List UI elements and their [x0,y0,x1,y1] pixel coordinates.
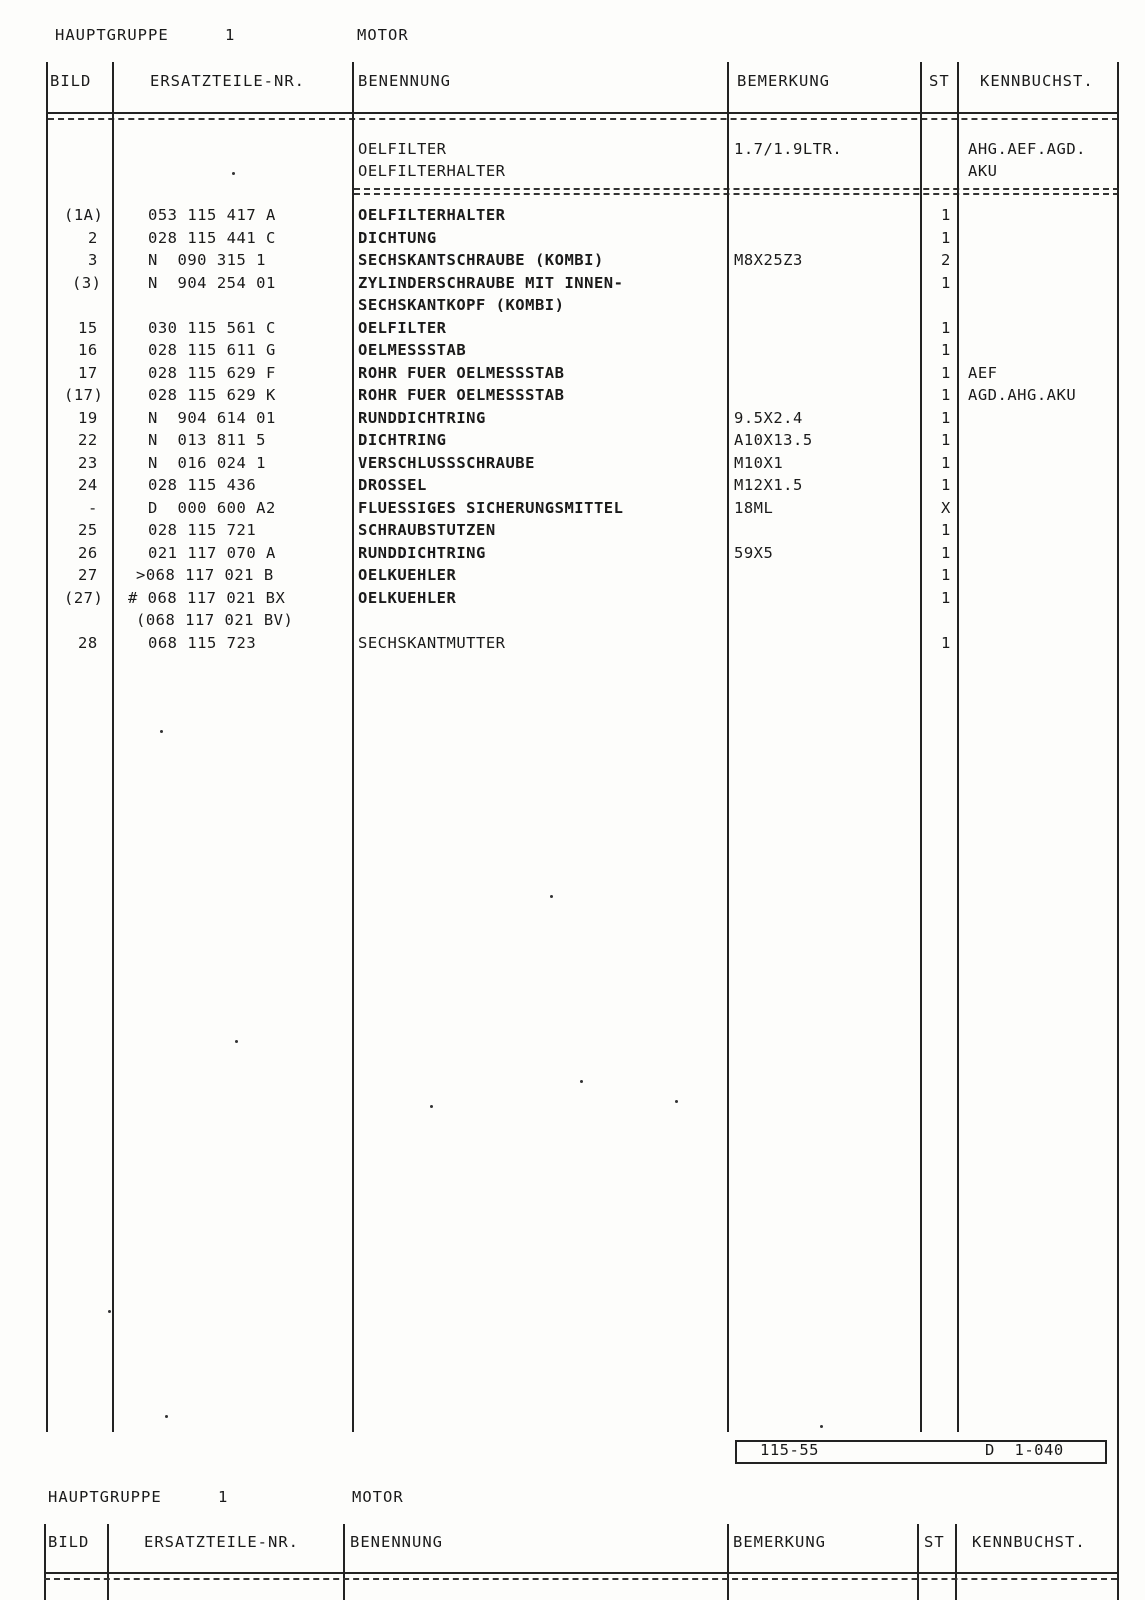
scan-speck [675,1100,678,1103]
next-col-header-codes: KENNBUCHST. [972,1533,1086,1551]
cell-bild: (3) [72,273,102,292]
table-row [0,454,1145,477]
cell-part: 028 115 629 K [148,386,276,404]
cell-remark: A10X13.5 [734,431,813,449]
scan-speck [820,1425,823,1428]
table-row [0,364,1145,387]
cell-qty: 1 [941,273,951,292]
cell-remark: M8X25Z3 [734,251,803,269]
group-label: HAUPTGRUPPE [55,26,169,44]
cell-qty: 1 [941,228,951,247]
next-header-rule-dashed [44,1578,1117,1580]
cell-part: 053 115 417 A [148,206,276,224]
table-row [0,409,1145,432]
cell-name: OELKUEHLER [358,588,457,607]
cell-name: VERSCHLUSSSCHRAUBE [358,453,535,472]
cell-bild: 16 [78,341,98,359]
cell-name: FLUESSIGES SICHERUNGSMITTEL [358,498,624,517]
cell-bild: 22 [78,431,98,449]
next-group-label: HAUPTGRUPPE [48,1488,162,1506]
table-row [0,476,1145,499]
next-col-header-name: BENENNUNG [350,1533,443,1551]
cell-qty: 1 [941,408,951,427]
cell-remark: M10X1 [734,453,784,472]
group-name: MOTOR [357,26,409,44]
next-col-header-part-no: ERSATZTEILE-NR. [144,1533,299,1551]
table-row [0,386,1145,409]
section-remark: 1.7/1.9LTR. [734,140,843,158]
cell-name: DICHTUNG [358,228,437,247]
cell-name: SECHSKANTMUTTER [358,633,506,652]
cell-bild: 3 [88,251,98,269]
section-rule-2 [354,193,1119,195]
scan-speck [580,1080,583,1083]
cell-part: 028 115 721 [148,521,257,539]
cell-part: 068 115 723 [148,633,257,652]
cell-name: ROHR FUER OELMESSSTAB [358,386,565,404]
cell-qty: X [941,498,951,517]
next-col-line-part [343,1524,345,1600]
cell-bild: 17 [78,363,98,382]
col-header-codes: KENNBUCHST. [980,72,1094,90]
scan-speck [235,1040,238,1043]
table-row [0,341,1145,364]
next-col-header-qty: ST [924,1533,945,1551]
cell-part: N 904 614 01 [148,408,276,427]
cell-name: ROHR FUER OELMESSSTAB [358,363,565,382]
scan-speck [232,172,235,175]
cell-bild: 24 [78,476,98,494]
cell-bild: (17) [64,386,104,404]
col-line-left [46,62,48,1432]
col-header-remark: BEMERKUNG [737,72,830,90]
cell-qty: 1 [941,318,951,337]
cell-qty: 1 [941,386,951,404]
cell-part: >068 117 021 B [136,566,274,584]
next-col-line-qty [955,1524,957,1600]
cell-qty: 1 [941,543,951,562]
cell-part: 028 115 441 C [148,228,276,247]
table-row [0,251,1145,274]
table-row [0,296,1145,319]
cell-part: N 016 024 1 [148,453,266,472]
table-row [0,229,1145,252]
col-header-part-no: ERSATZTEILE-NR. [150,72,305,90]
cell-name: DROSSEL [358,476,427,494]
cell-qty: 1 [941,431,951,449]
cell-codes: AGD.AHG.AKU [968,386,1077,404]
cell-bild: (27) [64,588,104,607]
cell-codes: AEF [968,363,998,382]
col-header-name: BENENNUNG [358,72,451,90]
next-col-header-remark: BEMERKUNG [733,1533,826,1551]
cell-name: SECHSKANTKOPF (KOMBI) [358,296,565,314]
cell-remark: 18ML [734,498,774,517]
table-row [0,274,1145,297]
group-number: 1 [225,26,236,44]
cell-name: OELKUEHLER [358,566,457,584]
section-title-2: OELFILTERHALTER [358,162,506,180]
table-row [0,611,1145,634]
cell-qty: 1 [941,341,951,359]
col-line-name [727,62,729,1432]
cell-remark: 59X5 [734,543,774,562]
scan-speck [430,1105,433,1108]
table-row [0,431,1145,454]
section-title-1: OELFILTER [358,140,447,158]
cell-part: 028 115 611 G [148,341,276,359]
table-row [0,544,1145,567]
next-header-rule [44,1572,1117,1574]
next-group-number: 1 [218,1488,229,1506]
cell-bild: 27 [78,566,98,584]
next-col-line-remark [917,1524,919,1600]
scan-speck [108,1310,111,1313]
cell-bild: 23 [78,453,98,472]
ref-left: 115-55 [760,1441,819,1459]
ref-right: D 1-040 [985,1441,1064,1459]
cell-part: D 000 600 A2 [148,498,276,517]
cell-part: 028 115 629 F [148,363,276,382]
cell-bild: 19 [78,408,98,427]
cell-bild: 26 [78,543,98,562]
scan-speck [165,1415,168,1418]
cell-name: RUNDDICHTRING [358,408,486,427]
table-row [0,634,1145,657]
cell-name: SCHRAUBSTUTZEN [358,521,496,539]
next-col-line-bild [107,1524,109,1600]
col-line-remark [920,62,922,1432]
cell-name: ZYLINDERSCHRAUBE MIT INNEN- [358,273,624,292]
table-row [0,566,1145,589]
cell-bild: - [88,498,98,517]
cell-name: OELMESSSTAB [358,341,467,359]
next-group-name: MOTOR [352,1488,404,1506]
cell-part: N 013 811 5 [148,431,266,449]
col-header-bild: BILD [50,72,92,90]
cell-name: DICHTRING [358,431,447,449]
col-header-qty: ST [929,72,950,90]
col-line-qty [957,62,959,1432]
cell-part: N 090 315 1 [148,251,266,269]
cell-qty: 1 [941,521,951,539]
next-col-line-name [727,1524,729,1600]
cell-part: 021 117 070 A [148,543,276,562]
cell-remark: M12X1.5 [734,476,803,494]
next-col-line-left [44,1524,46,1600]
section-codes-2: AKU [968,162,998,180]
scan-speck [550,895,553,898]
col-line-right [1117,62,1119,1600]
col-line-part [352,62,354,1432]
cell-bild: 15 [78,318,98,337]
table-row [0,319,1145,342]
cell-part: 028 115 436 [148,476,257,494]
cell-part: # 068 117 021 BX [128,588,286,607]
cell-bild: 25 [78,521,98,539]
cell-name: OELFILTER [358,318,447,337]
cell-name: OELFILTERHALTER [358,206,506,224]
cell-part: (068 117 021 BV) [136,611,294,629]
scan-speck [160,730,163,733]
cell-qty: 2 [941,251,951,269]
table-row [0,206,1145,229]
cell-qty: 1 [941,588,951,607]
cell-qty: 1 [941,206,951,224]
section-rule-1 [354,188,1119,190]
section-codes-1: AHG.AEF.AGD. [968,140,1086,158]
next-col-header-bild: BILD [48,1533,90,1551]
table-row [0,499,1145,522]
cell-bild: 28 [78,633,98,652]
cell-qty: 1 [941,363,951,382]
cell-name: RUNDDICHTRING [358,543,486,562]
col-line-bild [112,62,114,1432]
cell-bild: 2 [88,228,98,247]
cell-qty: 1 [941,453,951,472]
cell-part: N 904 254 01 [148,273,276,292]
cell-qty: 1 [941,633,951,652]
cell-bild: (1A) [64,206,104,224]
table-row [0,521,1145,544]
cell-qty: 1 [941,476,951,494]
table-row [0,589,1145,612]
cell-part: 030 115 561 C [148,318,276,337]
cell-qty: 1 [941,566,951,584]
cell-remark: 9.5X2.4 [734,408,803,427]
cell-name: SECHSKANTSCHRAUBE (KOMBI) [358,251,604,269]
